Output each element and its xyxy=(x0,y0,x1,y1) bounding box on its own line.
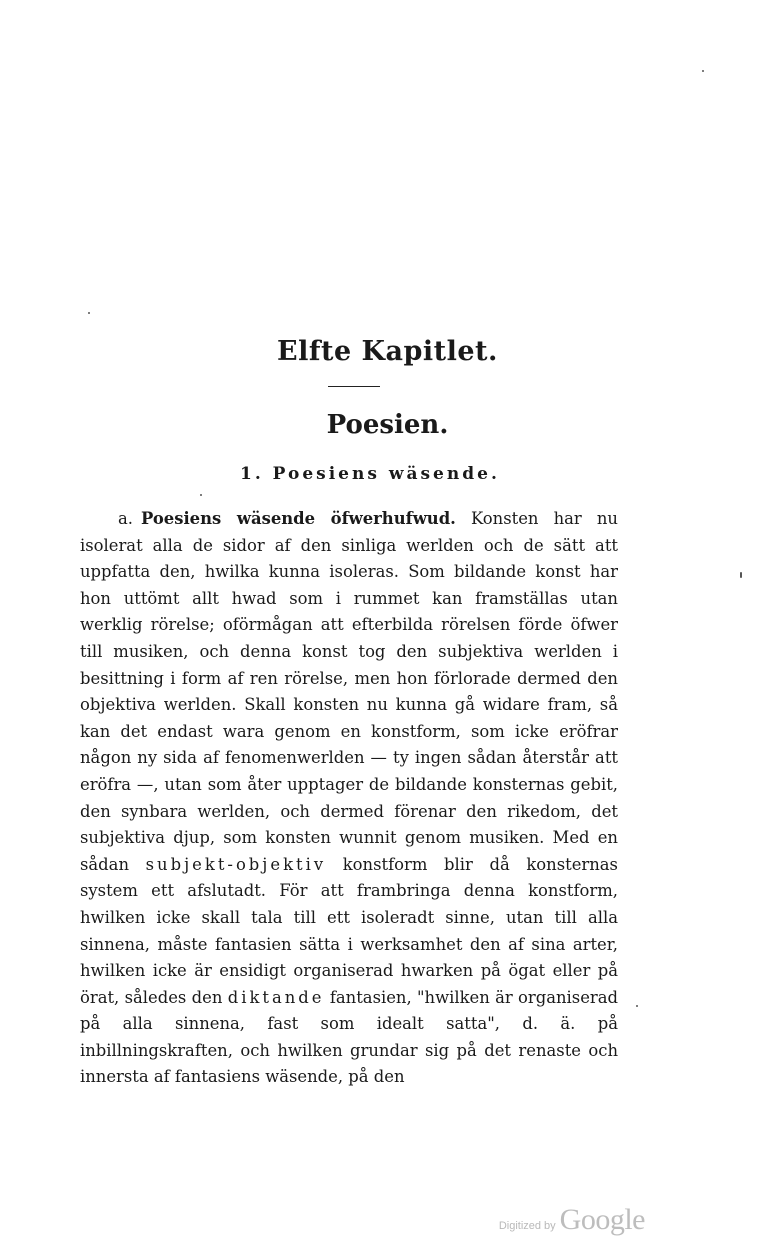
paragraph-spaced-term-2: diktande xyxy=(227,987,325,1007)
paragraph-text-part-3: fantasien, "hwilken är organiserad på alla sinnena, fast som idealt satta", d. ä. på inbillningskraften, och hwilken grundar sig på det renaste och innersta af fantasiens wäsende, på den xyxy=(80,987,619,1087)
paragraph-text-part-2: konstform blir då konsternas system ett afslutadt. För att frambringa denna konstform, hwilken icke skall tala till ett isoleradt sinne, utan till alla sinnena, måste fantasien sätta i werksamhet den af sina arter, hwilken icke är ensidigt organiserad hwarken på ögat eller på örat, således den xyxy=(80,854,618,1007)
scan-speck xyxy=(200,494,202,496)
paragraph-label: a. xyxy=(118,509,133,528)
google-logo: Google xyxy=(559,1203,645,1236)
watermark-prefix: Digitized by xyxy=(498,1220,556,1232)
scan-speck xyxy=(88,312,90,314)
scan-speck xyxy=(702,70,704,72)
chapter-title: Elfte Kapitlet. xyxy=(277,336,498,367)
section-title: Poesien. xyxy=(326,410,449,440)
digitized-watermark xyxy=(499,1203,645,1237)
scan-speck xyxy=(636,1005,638,1007)
paragraph-lead: Poesiens wäsende öfwerhufwud. xyxy=(140,509,456,528)
body-paragraph xyxy=(80,506,618,1091)
paragraph-spaced-term-1: subjekt-objektiv xyxy=(145,854,327,874)
title-divider xyxy=(328,386,380,387)
paragraph-text-part-1: Konsten har nu isolerat alla de sidor af den sinliga werlden och de sätt att uppfatta den, hwilka kunna isoleras. Som bildande konst har hon uttömt allt hwad som i rummet kan framställas utan werklig rörelse; oförmågan att efterbilda rörelsen förde öfwer till musiken, och denna konst tog den subjektiva werlden i besittning i form af ren rörelse, men hon förlorade dermed den objektiva werlden. Skall konsten nu kunna gå widare fram, så kan det endast wara genom en konstform, som icke eröfrar någon ny sida af fenomenwerlden — ty ingen sådan återstår att eröfra —, utan som åter upptager de bildande konsternas gebit, den synbara werlden, och dermed förenar den rikedom, det subjektiva djup, som konsten wunnit genom musiken. Med en sådan xyxy=(80,509,618,874)
subsection-heading: 1. Poesiens wäsende. xyxy=(240,464,500,484)
scan-speck xyxy=(740,572,742,578)
